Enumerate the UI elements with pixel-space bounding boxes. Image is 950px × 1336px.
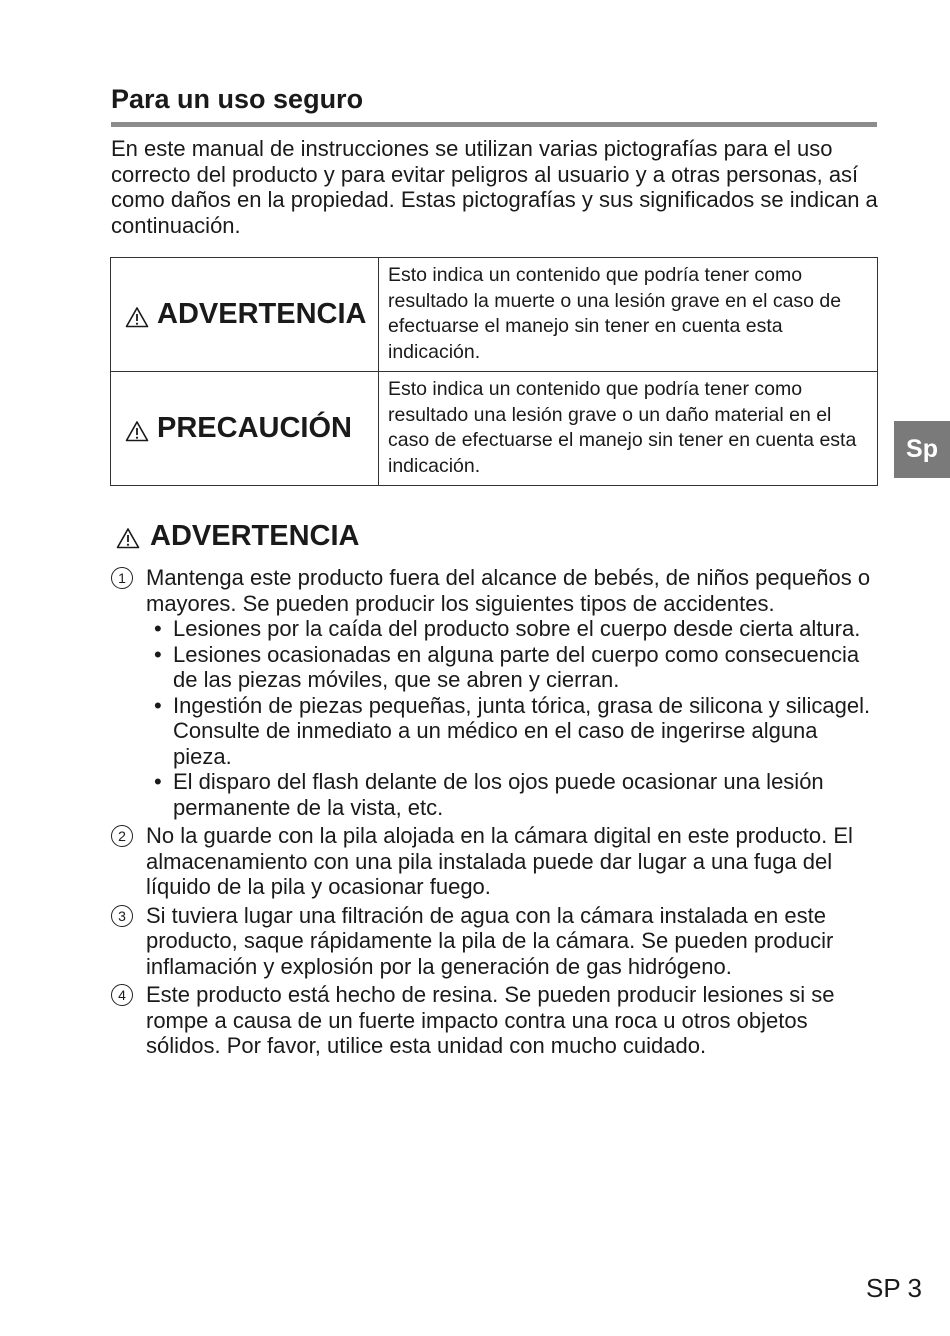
- hazard-bullet: • Lesiones por la caída del producto sobre el cuerpo desde cierta altura.: [146, 616, 881, 642]
- warning-triangle-icon: [125, 306, 149, 328]
- warning-item: [111, 823, 881, 900]
- warning-item: [111, 565, 881, 820]
- warning-triangle-icon: [116, 527, 140, 549]
- circled-number: 2: [111, 825, 133, 847]
- legend-row-advertencia: [111, 258, 878, 372]
- section-heading-label: ADVERTENCIA: [150, 520, 360, 552]
- legend-description: Esto indica un contenido que podría tener como resultado una lesión grave o un daño material en el caso de efectuarse el manejo sin tener en cuenta esta indicación.: [379, 372, 878, 486]
- warning-triangle-icon: [125, 420, 149, 442]
- legend-label: PRECAUCIÓN: [157, 412, 352, 444]
- warning-section-heading: [116, 519, 359, 553]
- language-tab: Sp: [894, 421, 950, 478]
- circled-number: 1: [111, 567, 133, 589]
- warning-item: [111, 903, 881, 980]
- legend-label-cell: [111, 372, 379, 486]
- warning-list: [111, 565, 881, 1062]
- hazard-bullet: • Lesiones ocasionadas en alguna parte del cuerpo como consecuencia de las piezas móviles, que se abren y cierran.: [146, 642, 881, 693]
- legend-row-precaucion: [111, 372, 878, 486]
- warning-item: [111, 982, 881, 1059]
- circled-number: 4: [111, 984, 133, 1006]
- legend-description: Esto indica un contenido que podría tener como resultado la muerte o una lesión grave en el caso de efectuarse el manejo sin tener en cuenta esta indicación.: [379, 258, 878, 372]
- hazard-bullet-list: [146, 616, 881, 820]
- warning-item-text: Mantenga este producto fuera del alcance de bebés, de niños pequeños o mayores. Se pueden producir los siguientes tipos de accidentes.: [146, 565, 871, 616]
- warning-item-text: Este producto está hecho de resina. Se pueden producir lesiones si se rompe a causa de un fuerte impacto contra una roca u otros objetos sólidos. Por favor, utilice esta unidad con mucho cuidado.: [146, 982, 835, 1058]
- intro-paragraph: En este manual de instrucciones se utilizan varias pictografías para el uso correcto del producto y para evitar peligros al usuario y a otras personas, así como daños en la propiedad. Estas pictografías y sus significados se indican a continuación.: [111, 136, 878, 238]
- circled-number: 3: [111, 905, 133, 927]
- warning-item-text: No la guarde con la pila alojada en la cámara digital en este producto. El almacenamiento con una pila instalada puede dar lugar a una fuga del líquido de la pila y ocasionar fuego.: [146, 823, 853, 899]
- hazard-bullet: • El disparo del flash delante de los ojos puede ocasionar una lesión permanente de la vista, etc.: [146, 769, 881, 820]
- page-title: Para un uso seguro: [111, 84, 364, 114]
- pictograph-legend-table: [110, 257, 878, 486]
- title-underline: [111, 122, 877, 127]
- warning-item-text: Si tuviera lugar una filtración de agua con la cámara instalada en este producto, saque rápidamente la pila de la cámara. Se pueden producir inflamación y explosión por la generación de gas hidrógeno.: [146, 902, 834, 979]
- legend-label: ADVERTENCIA: [157, 298, 367, 330]
- hazard-bullet: • Ingestión de piezas pequeñas, junta tórica, grasa de silicona y silicagel. Consulte de inmediato a un médico en el caso de ingerirse alguna pieza.: [146, 693, 881, 770]
- legend-label-cell: [111, 258, 379, 372]
- page-number: SP 3: [866, 1273, 922, 1303]
